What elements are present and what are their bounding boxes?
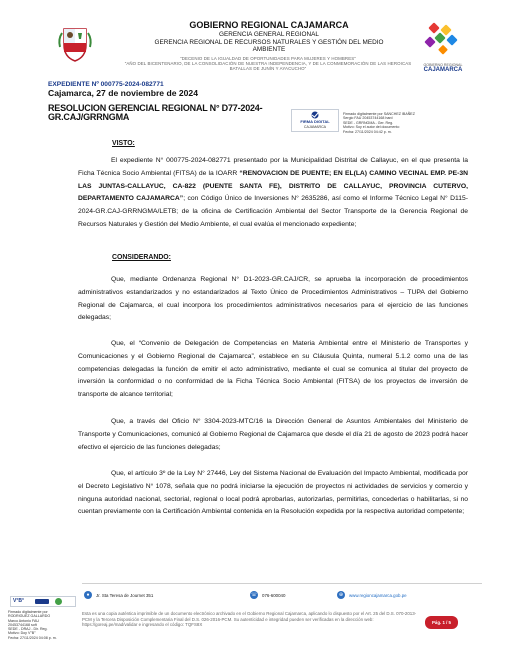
- gov-title: GOBIERNO REGIONAL CAJAMARCA: [189, 20, 349, 30]
- vobo-badge-label: V°B°: [13, 598, 24, 604]
- document-date: Cajamarca, 27 de noviembre de 2024: [48, 88, 198, 98]
- visto-heading: VISTO:: [112, 140, 135, 147]
- check-icon: [55, 598, 62, 605]
- slogan: [118, 56, 418, 72]
- vobo-line-6: Motivo: Doy V°B°: [8, 631, 36, 636]
- paragraph-ley: Que, el artículo 3º de la Ley N° 27446, Ley del Sistema Nacional de Evaluación del Impacto Ambiental, modificada por el Decreto Legislativo N° 1078, señala que no podrá iniciarse la ejecución de proyectos ni actividades de servicios y comercio y ninguna autoridad nacional, sectorial, regional o local podrá aprobarlas, autorizarlas, permitirlas, concederlas o habilitarlas, si no cuentan previamente con la Certificación Ambiental contenida en la Resolución expedida por la respectiva autoridad competente;: [78, 470, 468, 516]
- footer-address: Jr. Sta Teresa de Journet 351: [96, 593, 154, 598]
- visto-text-1: El expediente N° 000775-2024-082771 presentado por la Municipalidad Distrital de Callayuc, en el que presenta la Ficha Técnica Socio Ambiental (FITSA) de la IOARR: [78, 157, 468, 177]
- vobo-line-3: Marco Antonio FAU: [8, 618, 39, 623]
- vobo-line-4: 20453744168 soft: [8, 622, 37, 627]
- digital-signature-badge: [291, 109, 339, 132]
- gov-sub-gerencia: GERENCIA REGIONAL DE RECURSOS NATURALES Y GESTIÓN DEL MEDIO AMBIENTE: [154, 38, 384, 54]
- footer-divider: [82, 583, 482, 584]
- vobo-line-7: Fecha: 27/11/2024 04:08 p. m.: [8, 635, 57, 640]
- expediente-number: EXPEDIENTE Nº 000775-2024-082771: [48, 81, 164, 88]
- considerando-heading: CONSIDERANDO:: [112, 254, 171, 261]
- paragraph-convenio: Que, el “Convenio de Delegación de Competencias en Materia Ambiental entre el Ministerio de Transportes y Comunicaciones y el Gobierno Regional de Cajamarca”, establece en su Cláusula Quinta, numeral 5.1.2 como una de las competencias delegadas la función de emitir el acto administrativo, mediante el cual se comunica al titular del proyecto de inversión la conformidad o no conformidad de la Ficha Técnica Socio Ambiental (FITSA) de los proyectos de inversión de transporte de alcance territorial;: [78, 340, 468, 399]
- logo-small-text: GOBIERNO REGIONAL: [423, 63, 463, 67]
- slogan-bicentenario: "AÑO DEL BICENTENARIO, DE LA CONSOLIDACIÓN DE NUESTRA INDEPENDENCIA, Y DE LA CONMEMORACIÓN DE LAS HEROICAS BATALLAS DE JUNÍN Y AYACUCHO": [124, 61, 412, 72]
- cajamarca-logo-icon: [418, 22, 468, 58]
- slogan-decenio: "DECENIO DE LA IGUALDAD DE OPORTUNIDADES PARA MUJERES Y HOMBRES": [180, 56, 356, 61]
- firma-badge-title: FIRMA DIGITAL: [300, 119, 330, 124]
- firma-badge-sub: CAJAMARCA: [303, 125, 327, 129]
- phone-icon: ☏: [250, 592, 258, 598]
- vobo-line-1: Firmado digitalmente por: [8, 610, 48, 614]
- globe-icon: ⊕: [338, 592, 344, 598]
- firma-line-1: Firmado digitalmente por SANCHEZ IBAÑEZ: [343, 112, 415, 116]
- visto-paragraph: [78, 155, 468, 232]
- gov-subtitle: [140, 31, 398, 54]
- visto-project-name: “RENOVACION DE PUENTE; EN EL(LA) CAMINO VECINAL EMP. PE-3N LAS JUNTAS-CALLAYUC, CA-822 (PUENTE SANTA FE), DISTRITO DE CALLAYUC, PROVINCIA CUTERVO, DEPARTAMENTO CAJAMARCA”: [78, 169, 468, 203]
- considerando-p3: [78, 416, 468, 454]
- footer-phone: 076-600040: [262, 593, 286, 598]
- digital-signature-details: [343, 112, 473, 134]
- footer-website-link[interactable]: www.regioncajamarca.gob.pe: [349, 593, 407, 598]
- considerando-p4: [78, 468, 468, 519]
- page-indicator: Pág. 1 / 5: [425, 616, 458, 629]
- footer-disclaimer: Esta es una copia auténtica imprimible de un documento electrónico archivado en el Gobierno Regional Cajamarca, aplicando lo dispuesto por el Art. 25 del D.S. 070-2013-PCM y la Tercera Disposición Complementaria Final del D.S. 026-2016-PCM. Su autenticidad e integridad pueden ser verificadas en la dirección web: https://goreaj.pe/mad/validar e ingresando el código: TQFS8X: [82, 611, 417, 628]
- peru-coat-of-arms-icon: [56, 25, 94, 63]
- vobo-signature-badge: [10, 596, 76, 607]
- gov-sub-general: GERENCIA GENERAL REGIONAL: [219, 31, 319, 38]
- cajamarca-logo: [418, 22, 468, 73]
- vobo-signature-details: [8, 610, 78, 640]
- firma-line-2: Sergio FAU 20453744168 hard: [343, 116, 393, 121]
- firma-line-5: Fecha: 27/11/2024 04:42 p. m.: [343, 129, 392, 134]
- firma-line-3: SEDE - GRRNGMA - Ger. Reg.: [343, 120, 394, 125]
- paragraph-oficio: Que, a través del Oficio N° 3304-2023-MTC/16 la Dirección General de Asuntos Ambientales del Ministerio de Transporte y Comunicaciones, comunicó al Gobierno Regional de Cajamarca que desde el día 21 de agosto de 2023 podrá hacer efectivo el ejercicio de las funciones delegadas;: [78, 418, 468, 451]
- considerando-p2: [78, 338, 468, 402]
- vobo-line-5: SEDE - DRAJ - Dir. Reg.: [8, 627, 48, 632]
- logo-text: CAJAMARCA: [423, 67, 463, 73]
- vobo-badge-bar: [35, 599, 49, 604]
- firma-line-4: Motivo: Soy el autor del documento: [343, 125, 400, 130]
- visto-text-2: ; con Código Único de Inversiones N° 2635286, así como el Informe Técnico Legal N° D115-2024-GR.CAJ-GRRNGMA/LETB; de la oficina de Certificación Ambiental del Sector Transporte de la Gerencia Regional de Recursos Naturales y Gestión del Medio Ambiente, el cual evalúa el mencionado expediente;: [78, 195, 468, 228]
- resolution-title: RESOLUCION GERENCIAL REGIONAL N° D77-2024-GR.CAJ/GRRNGMA: [48, 103, 263, 122]
- location-pin-icon: ●: [84, 591, 92, 599]
- visto-text: [78, 155, 468, 232]
- vobo-line-2: RODRIGUEZ GALLARDO: [8, 614, 51, 619]
- paragraph-ordenanza: Que, mediante Ordenanza Regional N° D1-2023-GR.CAJ/CR, se aprueba la incorporación de procedimientos administrativos estandarizados y no estandarizados al Texto Único de Procedimientos Administrativos – TUPA del Gobierno Regional de Cajamarca, el cual incorpora los procedimientos administrativos necesarios para el ejercicio de las funciones delegadas;: [78, 276, 468, 322]
- considerando-p1: [78, 274, 468, 325]
